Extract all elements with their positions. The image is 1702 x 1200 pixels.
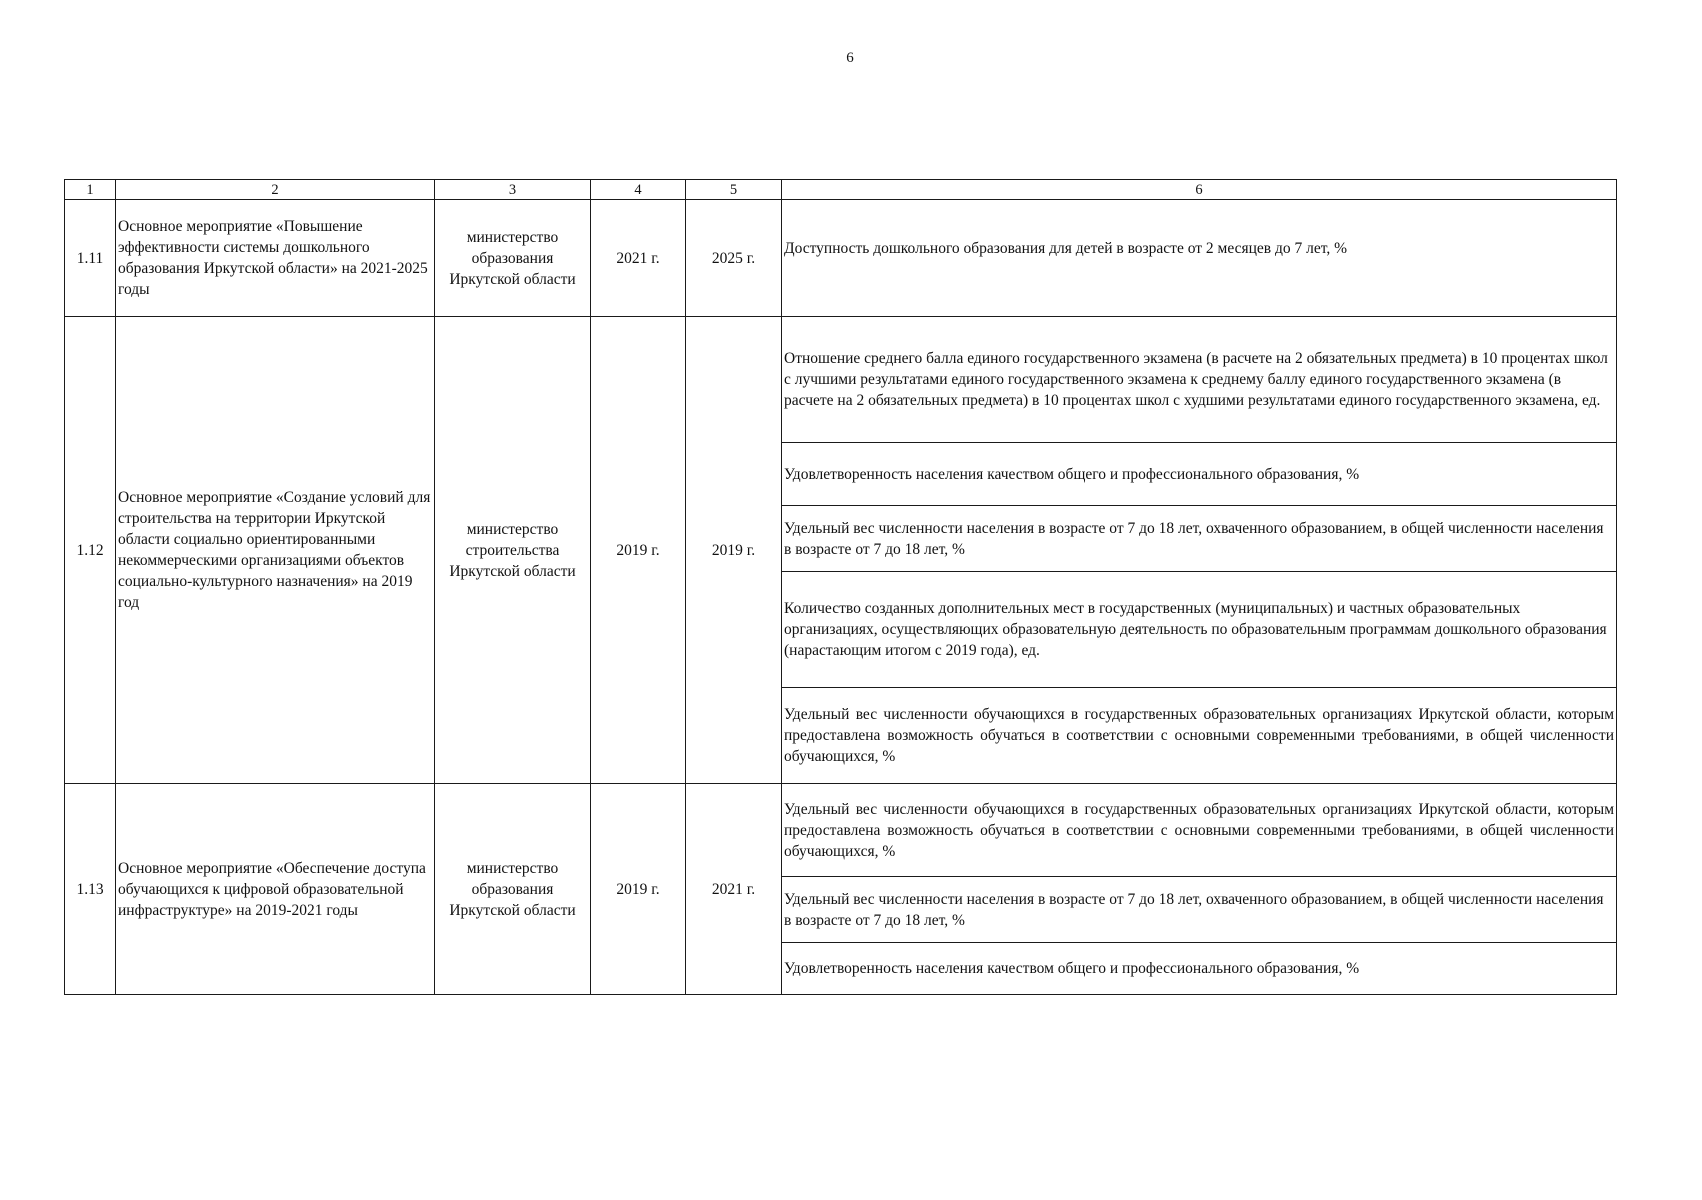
table-row [65, 784, 1617, 877]
indicator: Удовлетворенность населения качеством общего и профессионального образования, % [782, 943, 1617, 995]
column-header: 4 [591, 180, 686, 200]
executor: министерство образования Иркутской области [435, 784, 591, 995]
end-year: 2025 г. [686, 200, 782, 317]
indicator: Удельный вес численности населения в возрасте от 7 до 18 лет, охваченного образованием, в общей численности населения в возрасте от 7 до 18 лет, % [782, 877, 1617, 943]
column-header: 6 [782, 180, 1617, 200]
end-year: 2021 г. [686, 784, 782, 995]
table-row [65, 200, 1617, 317]
indicator: Удельный вес численности населения в возрасте от 7 до 18 лет, охваченного образованием, в общей численности населения в возрасте от 7 до 18 лет, % [782, 506, 1617, 572]
row-number: 1.11 [65, 200, 116, 317]
indicator: Удельный вес численности обучающихся в государственных образовательных организациях Иркутской области, которым предоставлена возможность обучаться в соответствии с основными современными требованиями, в общей численности обучающихся, % [782, 688, 1617, 784]
measure-name: Основное мероприятие «Обеспечение доступа обучающихся к цифровой образовательной инфраструктуре» на 2019-2021 годы [116, 784, 435, 995]
indicator: Удовлетворенность населения качеством общего и профессионального образования, % [782, 443, 1617, 506]
row-number: 1.12 [65, 317, 116, 784]
indicator: Отношение среднего балла единого государственного экзамена (в расчете на 2 обязательных предмета) в 10 процентах школ с лучшими результатами единого государственного экзамена к среднему баллу единого государственного экзамена (в расчете на 2 обязательных предмета) в 10 процентах школ с худшими результатами единого государственного экзамена, ед. [782, 317, 1617, 443]
column-header: 5 [686, 180, 782, 200]
column-header: 2 [116, 180, 435, 200]
executor: министерство образования Иркутской области [435, 200, 591, 317]
indicator: Удельный вес численности обучающихся в государственных образовательных организациях Иркутской области, которым предоставлена возможность обучаться в соответствии с основными современными требованиями, в общей численности обучающихся, % [782, 784, 1617, 877]
page-number: 6 [846, 50, 854, 66]
table-row [65, 317, 1617, 443]
table-header-row [65, 180, 1617, 200]
start-year: 2021 г. [591, 200, 686, 317]
indicator: Доступность дошкольного образования для детей в возрасте от 2 месяцев до 7 лет, % [782, 200, 1617, 317]
program-measures-table [64, 179, 1617, 995]
measure-name: Основное мероприятие «Создание условий для строительства на территории Иркутской области социально ориентированными некоммерческими организациями объектов социально-культурного назначения» на 2019 год [116, 317, 435, 784]
column-header: 3 [435, 180, 591, 200]
start-year: 2019 г. [591, 784, 686, 995]
end-year: 2019 г. [686, 317, 782, 784]
indicator: Количество созданных дополнительных мест в государственных (муниципальных) и частных образовательных организациях, осуществляющих образовательную деятельность по образовательным программам дошкольного образования (нарастающим итогом с 2019 года), ед. [782, 572, 1617, 688]
start-year: 2019 г. [591, 317, 686, 784]
executor: министерство строительства Иркутской области [435, 317, 591, 784]
column-header: 1 [65, 180, 116, 200]
measure-name: Основное мероприятие «Повышение эффективности системы дошкольного образования Иркутской области» на 2021-2025 годы [116, 200, 435, 317]
row-number: 1.13 [65, 784, 116, 995]
